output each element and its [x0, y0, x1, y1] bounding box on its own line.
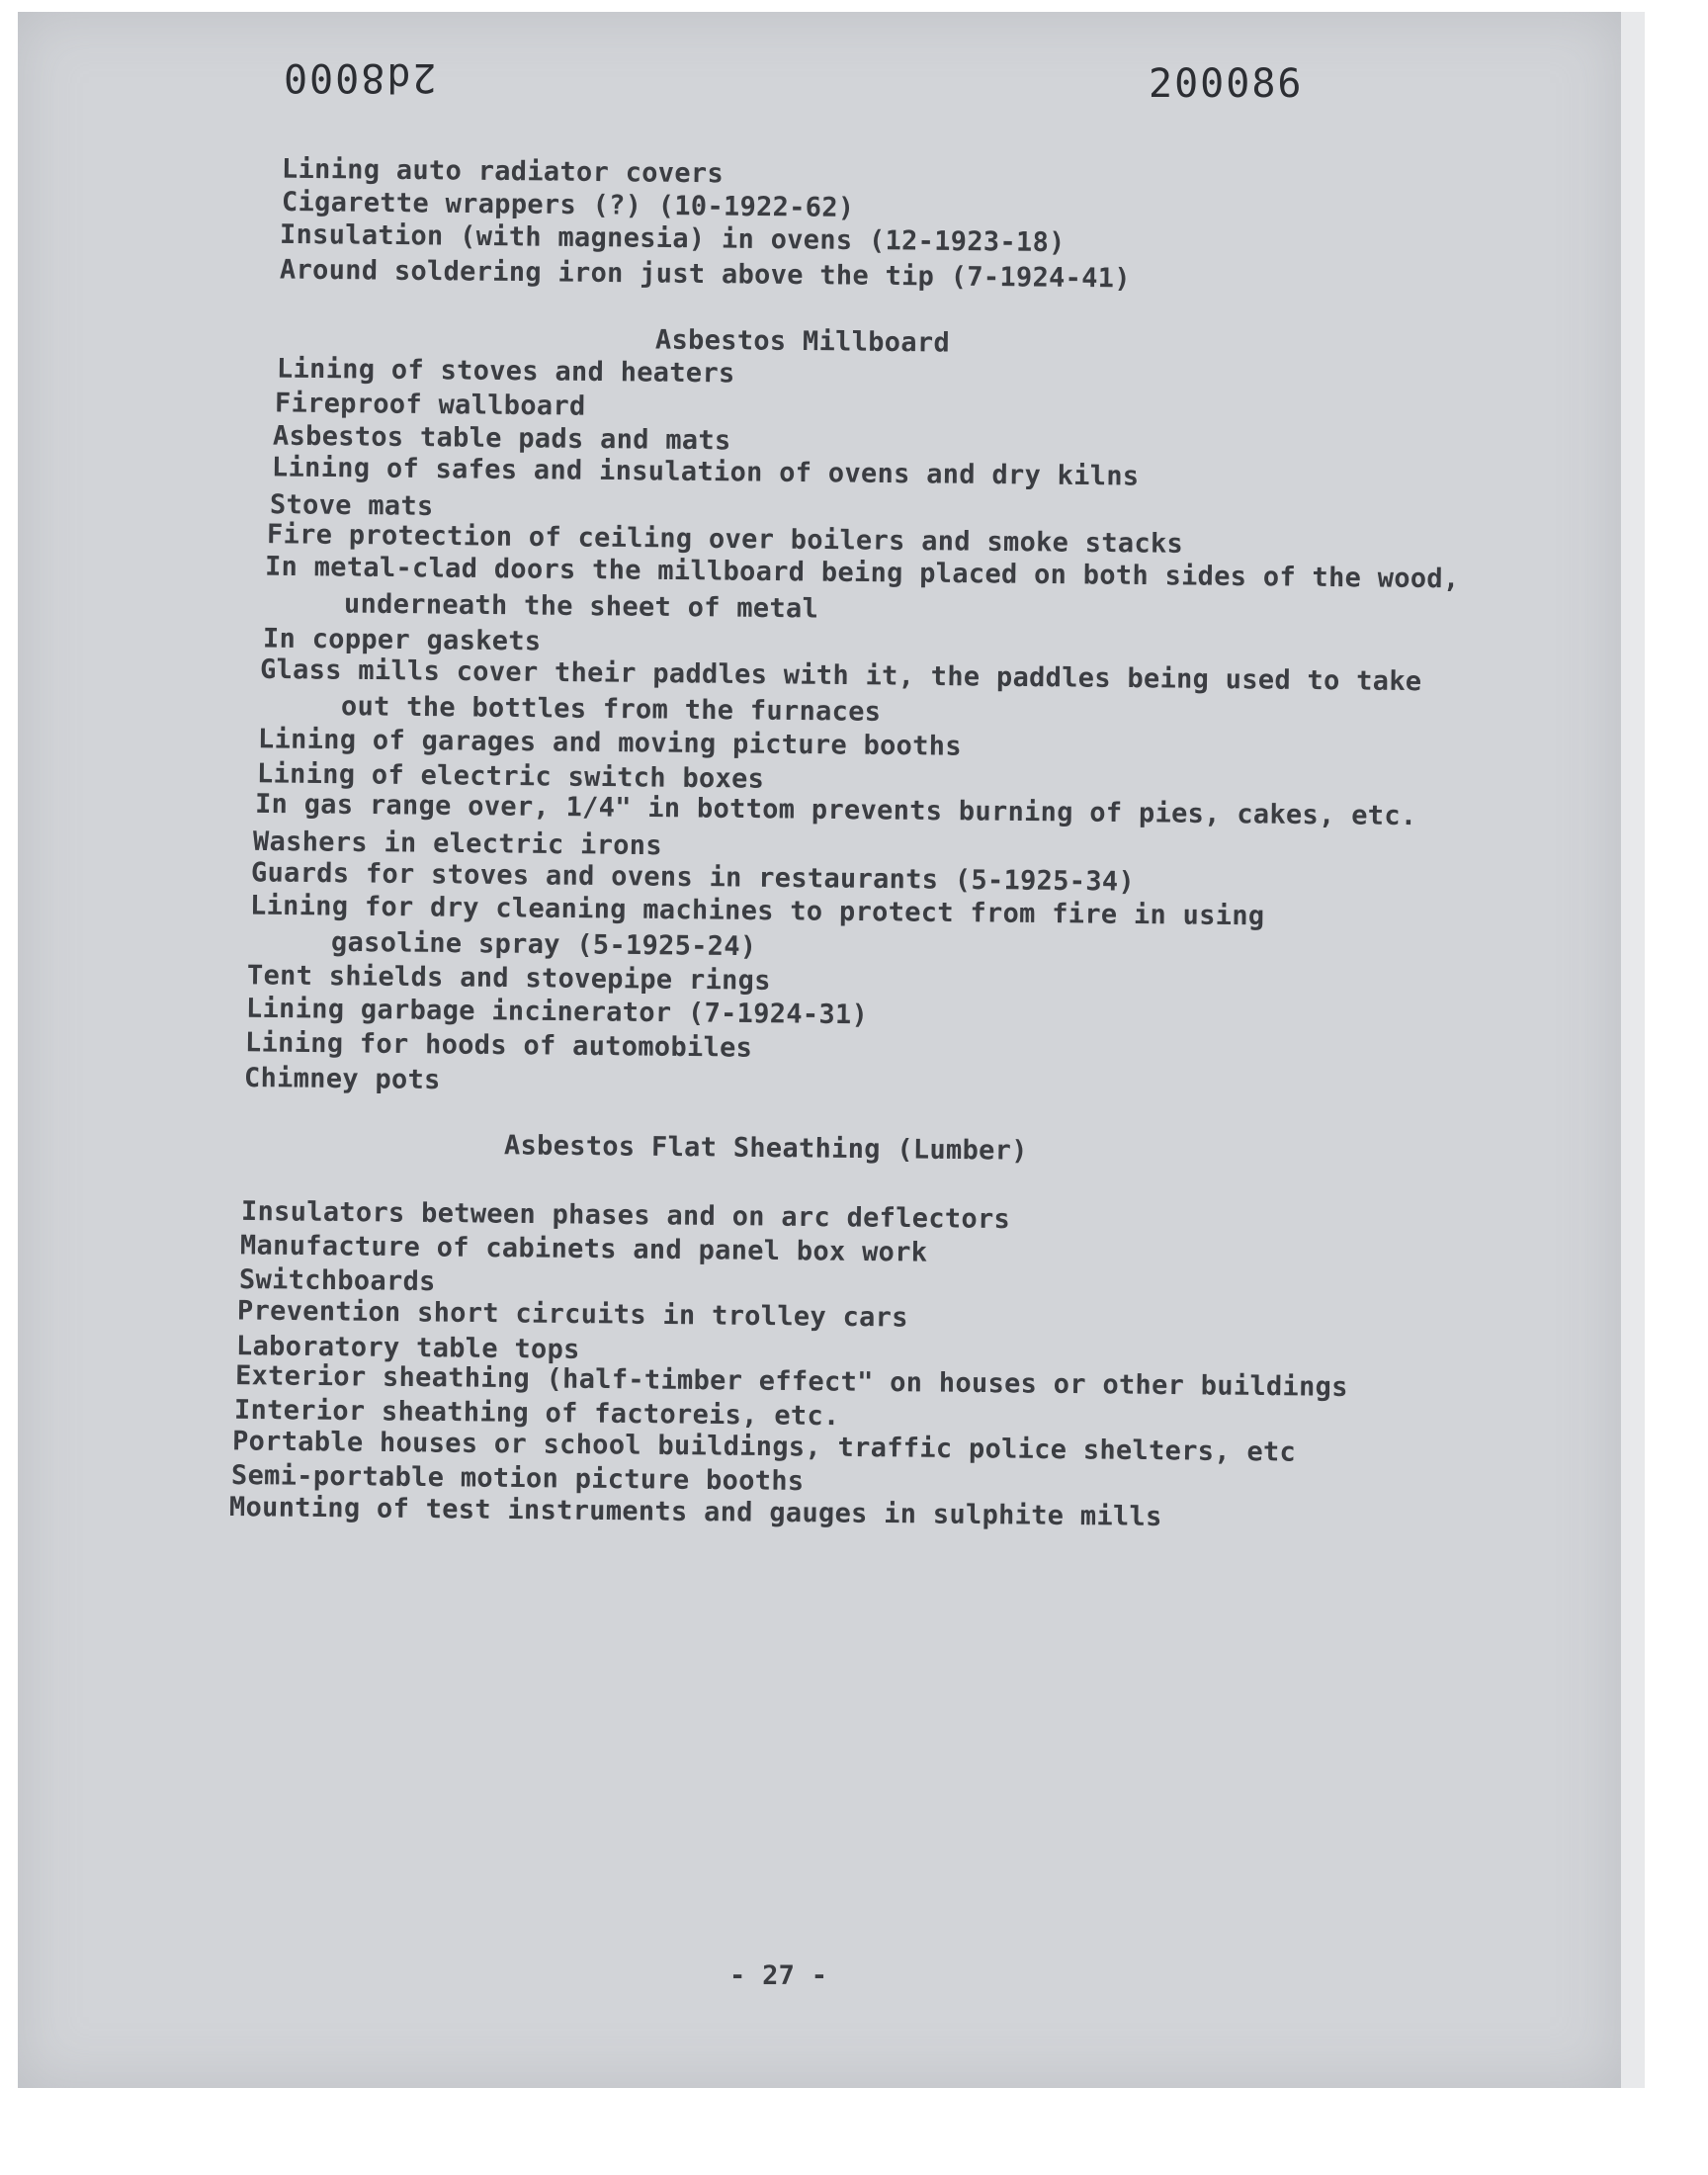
list-item: Fireproof wallboard: [274, 388, 586, 422]
list-item: Mounting of test instruments and gauges in sulphite mills: [228, 1492, 1162, 1532]
list-item: Lining garbage incinerator (7-1924-31): [245, 993, 869, 1031]
list-item: Exterior sheathing (half-timber effect" on houses or other buildings: [234, 1360, 1348, 1403]
list-item-continuation: out the bottles from the furnaces: [340, 691, 882, 728]
list-item: Insulation (with magnesia) in ovens (12-1923-18): [279, 218, 1066, 259]
page-edge: [1621, 12, 1645, 2088]
list-item: In copper gaskets: [262, 623, 542, 657]
page-number: - 27 -: [729, 1960, 828, 1991]
list-item: Manufacture of cabinets and panel box work: [239, 1230, 928, 1268]
list-item-continuation: underneath the sheet of metal: [343, 588, 819, 625]
list-item: Lining for dry cleaning machines to protect from fire in using: [249, 890, 1265, 932]
list-item: Semi-portable motion picture booths: [230, 1459, 805, 1498]
list-item: Fire protection of ceiling over boilers and smoke stacks: [266, 519, 1184, 560]
list-item: Laboratory table tops: [235, 1331, 580, 1365]
list-item: Prevention short circuits in trolley cars: [236, 1295, 908, 1334]
list-item: Lining of safes and insulation of ovens and dry kilns: [271, 452, 1140, 492]
list-item: Lining of garages and moving picture booths: [257, 724, 963, 762]
list-item: Tent shields and stovepipe rings: [246, 960, 771, 997]
section-heading-sheathing: Asbestos Flat Sheathing (Lumber): [503, 1130, 1028, 1167]
list-item: Stove mats: [269, 489, 434, 522]
list-item: Chimney pots: [243, 1062, 441, 1096]
list-item: Cigarette wrappers (?) (10-1922-62): [281, 186, 855, 224]
list-item: Around soldering iron just above the tip (7-1924-41): [279, 254, 1132, 295]
list-item: Guards for stoves and ovens in restaurants (5-1925-34): [250, 857, 1136, 898]
section-heading-millboard: Asbestos Millboard: [654, 324, 951, 359]
stamp-number-left: 2d8000: [282, 54, 437, 100]
list-item: Glass mills cover their paddles with it, the paddles being used to take: [259, 653, 1422, 698]
list-item: Lining of stoves and heaters: [276, 353, 735, 390]
list-item: Insulators between phases and on arc deflectors: [240, 1195, 1011, 1236]
list-item: Lining for hoods of automobiles: [244, 1027, 753, 1064]
list-item: Portable houses or school buildings, traffic police shelters, etc: [231, 1426, 1297, 1468]
list-item: Lining of electric switch boxes: [256, 758, 765, 795]
list-item-continuation: gasoline spray (5-1925-24): [330, 926, 757, 963]
list-item: Switchboards: [238, 1263, 436, 1298]
list-item: In metal-clad doors the millboard being placed on both sides of the wood,: [264, 551, 1460, 595]
list-item: Asbestos table pads and mats: [272, 420, 731, 457]
list-item: Washers in electric irons: [252, 826, 663, 862]
list-item: Lining auto radiator covers: [281, 153, 725, 190]
list-item: In gas range over, 1/4" in bottom prevents burning of pies, cakes, etc.: [254, 788, 1417, 832]
stamp-number-right: 200086: [1149, 61, 1304, 107]
list-item: Interior sheathing of factoreis, etc.: [233, 1394, 840, 1433]
